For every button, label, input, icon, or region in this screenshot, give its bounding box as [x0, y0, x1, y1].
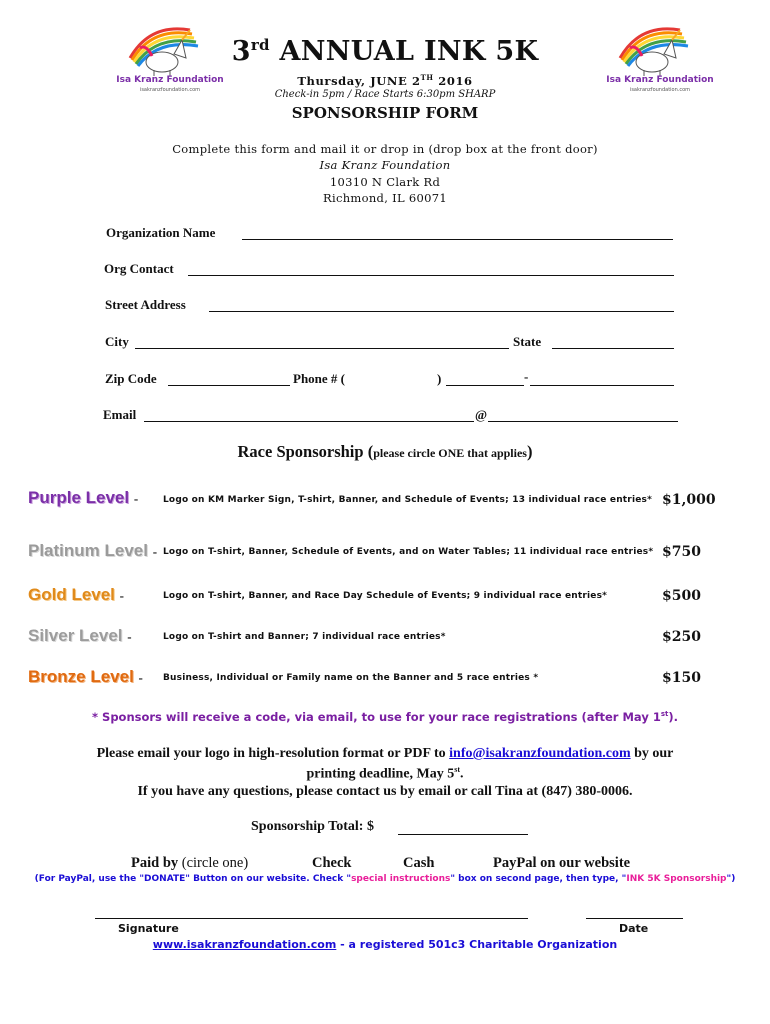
form-title: SPONSORSHIP FORM	[291, 104, 479, 122]
phone-number-field[interactable]	[530, 385, 674, 386]
level-name: Platinum Level	[28, 541, 148, 560]
phone-label: Phone # (	[293, 371, 345, 386]
race-subtitle: please circle ONE that applies	[373, 446, 527, 460]
phone-dash: -	[524, 369, 529, 384]
signature-field[interactable]	[95, 918, 528, 919]
date-label: Date	[619, 922, 649, 935]
level-name: Purple Level	[28, 488, 130, 507]
questions-line: If you have any questions, please contact us by email or call Tina at (847) 380-0006.	[137, 784, 633, 799]
state-label: State	[513, 334, 542, 349]
sponsorship-total-field[interactable]	[398, 834, 528, 835]
signature-label: Signature	[118, 922, 179, 935]
sponsor-code-note	[0, 710, 770, 724]
instruction-line-4: Richmond, IL 60071	[323, 191, 447, 205]
city-label: City	[105, 334, 129, 349]
title-sup: rd	[250, 36, 270, 54]
level-silver-price: $250	[662, 629, 701, 645]
deadline-text: printing deadline, May 5	[306, 766, 455, 782]
note-text: * Sponsors will receive a code, via email, to use for your race registrations (after May 1	[92, 710, 661, 724]
email-label: Email	[103, 407, 137, 422]
state-field[interactable]	[552, 348, 674, 349]
logo-url: isakranzfoundation.com	[139, 87, 201, 93]
level-dash: -	[119, 588, 124, 603]
title-main: ANNUAL INK 5K	[279, 36, 539, 67]
title-prefix: 3	[231, 36, 251, 67]
org-contact-label: Org Contact	[104, 261, 174, 276]
instruction-line-3: 10310 N Clark Rd	[329, 175, 441, 189]
level-silver-desc: Logo on T-shirt and Banner; 7 individual race entries*	[163, 632, 446, 642]
race-title: Race Sponsorship	[237, 442, 364, 461]
footer	[0, 938, 770, 951]
phone-prefix-field[interactable]	[446, 385, 524, 386]
level-platinum-desc: Logo on T-shirt, Banner, Schedule of Events, and on Water Tables; 11 individual race entries*	[163, 547, 654, 557]
note-sup: st	[660, 710, 669, 719]
event-date	[0, 73, 770, 88]
paypal-text-4: INK 5K Sponsorship	[626, 874, 727, 884]
email-at: @	[475, 407, 488, 422]
paypal-instructions	[0, 874, 770, 884]
level-dash: -	[138, 670, 143, 685]
level-silver[interactable]	[28, 626, 132, 646]
paypal-text-2: special instructions	[351, 874, 451, 884]
footer-url[interactable]: www.isakranzfoundation.com	[152, 938, 337, 951]
email-user-field[interactable]	[144, 421, 474, 422]
email-domain-field[interactable]	[488, 421, 678, 422]
date-text: Thursday, JUNE 2	[297, 73, 421, 88]
logo-text: Isa Kranz Foundation	[606, 75, 714, 85]
deadline-sup: st	[454, 765, 461, 774]
date-sup: TH	[420, 73, 434, 82]
paid-by-label: Paid by	[131, 855, 179, 871]
contact-email-link[interactable]: info@isakranzfoundation.com	[449, 746, 631, 761]
level-platinum-price: $750	[662, 544, 701, 560]
level-gold-desc: Logo on T-shirt, Banner, and Race Day Schedule of Events; 9 individual race entries*	[163, 591, 608, 601]
deadline-end: .	[460, 766, 464, 782]
paypal-text-5: ")	[726, 874, 736, 884]
payment-option-paypal[interactable]: PayPal on our website	[493, 855, 631, 871]
race-paren-close: )	[526, 442, 533, 461]
payment-option-cash[interactable]: Cash	[403, 855, 435, 871]
street-field[interactable]	[209, 311, 674, 312]
level-gold-price: $500	[662, 588, 701, 604]
email-pre: Please email your logo in high-resolution format or PDF to	[96, 746, 446, 761]
payment-option-check[interactable]: Check	[312, 855, 352, 871]
footer-text: - a registered 501c3 Charitable Organization	[336, 938, 618, 951]
level-name: Gold Level	[28, 585, 115, 604]
zip-label: Zip Code	[105, 371, 157, 386]
date-year: 2016	[438, 73, 473, 88]
paid-by	[131, 855, 248, 872]
checkin-time: Check-in 5pm / Race Starts 6:30pm SHARP	[274, 89, 496, 100]
level-dash: -	[152, 544, 158, 559]
org-name-field[interactable]	[242, 239, 673, 240]
logo-text: Isa Kranz Foundation	[116, 75, 224, 85]
race-sponsorship-heading	[0, 442, 770, 462]
level-bronze[interactable]	[28, 667, 143, 687]
level-purple-price: $1,000	[662, 492, 716, 508]
paid-by-hint: (circle one)	[181, 855, 249, 871]
city-field[interactable]	[135, 348, 509, 349]
level-purple[interactable]	[28, 488, 138, 508]
zip-field[interactable]	[168, 385, 290, 386]
note-end: ).	[668, 710, 678, 724]
logo-url: isakranzfoundation.com	[629, 87, 691, 93]
sponsorship-total-label: Sponsorship Total: $	[251, 819, 374, 834]
instruction-line-2: Isa Kranz Foundation	[319, 158, 451, 172]
org-name-label: Organization Name	[106, 225, 216, 240]
page-title	[0, 36, 770, 67]
level-bronze-price: $150	[662, 670, 701, 686]
instruction-line-1: Complete this form and mail it or drop in (drop box at the front door)	[172, 142, 598, 156]
org-contact-field[interactable]	[188, 275, 674, 276]
race-paren-open: (	[367, 442, 374, 461]
level-name: Bronze Level	[28, 667, 134, 686]
email-post: by our	[634, 746, 674, 761]
level-purple-desc: Logo on KM Marker Sign, T-shirt, Banner, and Schedule of Events; 13 individual race entries*	[163, 495, 652, 505]
phone-close-paren: )	[437, 371, 442, 386]
date-field[interactable]	[586, 918, 683, 919]
level-platinum[interactable]	[28, 541, 157, 561]
street-label: Street Address	[105, 297, 186, 312]
level-bronze-desc: Business, Individual or Family name on the Banner and 5 race entries *	[163, 673, 539, 683]
email-logo-line-1	[0, 746, 770, 762]
paypal-text-3: " box on second page, then type, "	[450, 874, 627, 884]
level-name: Silver Level	[28, 626, 123, 645]
level-dash: -	[127, 629, 132, 644]
paypal-text-1: (For PayPal, use the "DONATE" Button on our website. Check "	[34, 874, 352, 884]
level-dash: -	[133, 491, 139, 506]
email-logo-line-2	[0, 765, 770, 783]
level-gold[interactable]	[28, 585, 124, 605]
